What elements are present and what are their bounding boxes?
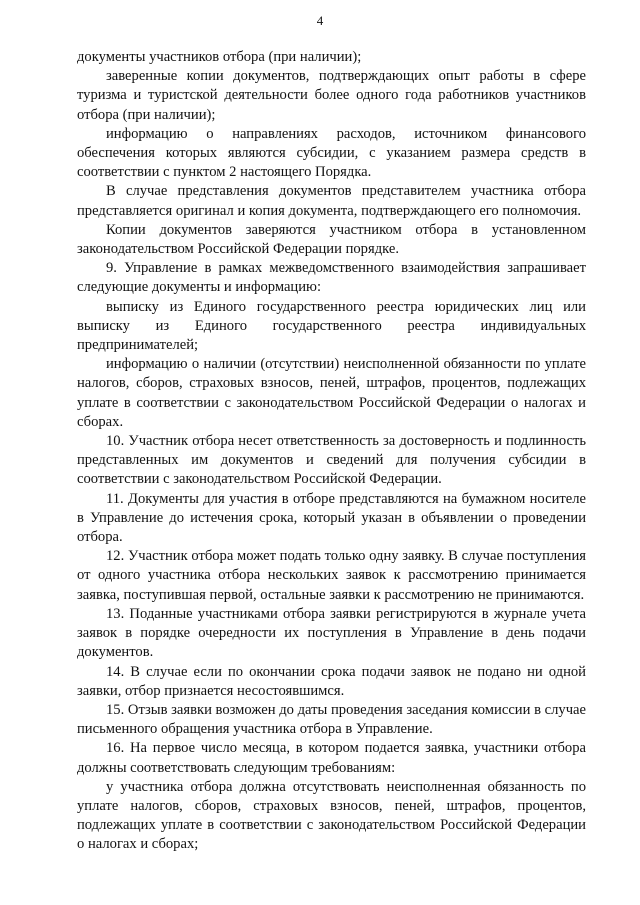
paragraph: В случае представления документов представителем участника отбора представляется оригинал и копия документа, подтверждающего его полномочия. xyxy=(77,183,586,219)
paragraph: 16. На первое число месяца, в котором подается заявка, участники отбора должны соответствовать следующим требованиям: xyxy=(77,740,586,776)
paragraph: информацию о наличии (отсутствии) неисполненной обязанности по уплате налогов, сборов, страховых взносов, пеней, штрафов, процентов, подлежащих уплате в соответствии с законодательством Российской Федерации о налогах и сборах. xyxy=(77,356,586,430)
page-number: 4 xyxy=(316,13,324,28)
paragraph: Копии документов заверяются участником отбора в установленном законодательством Российской Федерации порядке. xyxy=(77,221,586,258)
paragraph: 10. Участник отбора несет ответственность за достоверность и подлинность представленных им документов и сведений для получения субсидии в соответствии с законодательством Российской Федерации. xyxy=(77,433,586,488)
paragraph: 15. Отзыв заявки возможен до даты проведения заседания комиссии в случае письменного обращения участника отбора в Управление. xyxy=(77,701,586,738)
paragraph: 12. Участник отбора может подать только одну заявку. В случае поступления от одного участника отбора нескольких заявок к рассмотрению принимается заявка, поступившая первой, остальные заявки к рассмотрению не принимаются. xyxy=(77,548,586,603)
paragraph: 13. Поданные участниками отбора заявки регистрируются в журнале учета заявок в порядке очередности их поступления в Управление в день подачи документов. xyxy=(77,605,586,661)
paragraph: выписку из Единого государственного реестра юридических лиц или выписку из Единого государственного реестра индивидуальных предпринимателей; xyxy=(77,298,586,354)
paragraph: 11. Документы для участия в отборе представляются на бумажном носителе в Управление до истечения срока, который указан в объявлении о проведении отбора. xyxy=(77,490,586,546)
paragraph: 9. Управление в рамках межведомственного взаимодействия запрашивает следующие документы и информацию: xyxy=(77,260,586,296)
paragraph: заверенные копии документов, подтверждающих опыт работы в сфере туризма и туристской деятельности более одного года работников участников отбора (при наличии); xyxy=(77,68,586,123)
paragraph: информацию о направлениях расходов, источником финансового обеспечения которых являются субсидии, с указанием размера средств в соответствии с пунктом 2 настоящего Порядка. xyxy=(77,125,586,181)
paragraph: у участника отбора должна отсутствовать неисполненная обязанность по уплате налогов, сборов, страховых взносов, пеней, штрафов, процентов, подлежащих уплате в соответствии с законодательством Российской Федерации о налогах и сборах; xyxy=(77,778,586,853)
paragraph: 14. В случае если по окончании срока подачи заявок не подано ни одной заявки, отбор признается несостоявшимся. xyxy=(77,663,586,699)
document-body xyxy=(77,48,586,855)
paragraph: документы участников отбора (при наличии); xyxy=(77,49,362,65)
